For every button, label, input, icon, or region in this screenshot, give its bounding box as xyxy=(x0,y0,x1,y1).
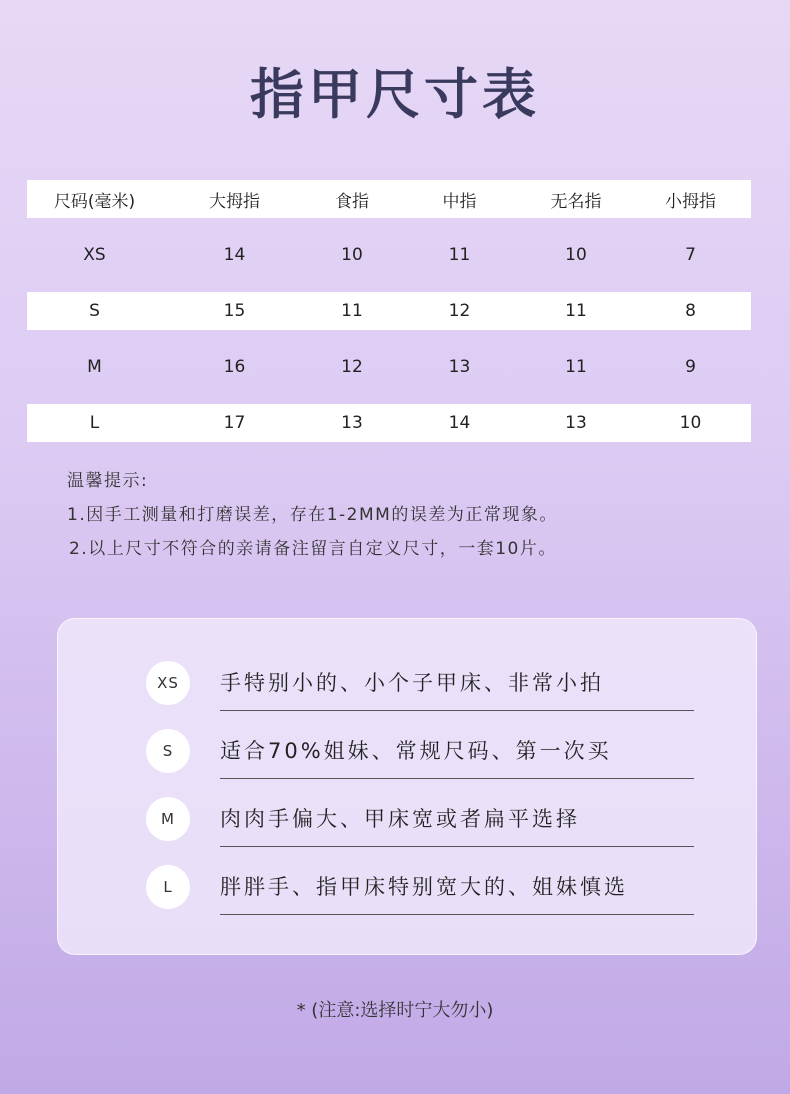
table-row xyxy=(27,218,751,292)
table-header-row xyxy=(27,180,751,218)
table-cell: 11 xyxy=(565,357,587,377)
tip-item: 2.以上尺寸不符合的亲请备注留言自定义尺寸，一套10片。 xyxy=(69,539,557,559)
table-cell: S xyxy=(89,301,100,321)
table-row xyxy=(27,330,751,404)
table-cell: 13 xyxy=(448,357,471,377)
table-cell: M xyxy=(87,357,102,377)
table-cell: XS xyxy=(83,245,106,265)
guide-description: 肉肉手偏大、甲床宽或者扁平选择 xyxy=(220,807,580,831)
table-cell: 9 xyxy=(685,357,696,377)
divider xyxy=(220,778,694,779)
table-cell: 12 xyxy=(341,357,363,377)
table-cell: L xyxy=(89,413,100,433)
header-cell: 大拇指 xyxy=(209,191,260,212)
table-row xyxy=(27,292,751,330)
table-cell: 10 xyxy=(341,245,363,265)
header-cell: 食指 xyxy=(335,191,369,212)
footnote: * (注意:选择时宁大勿小) xyxy=(296,1000,494,1021)
tips-heading: 温馨提示: xyxy=(67,471,149,491)
table-cell: 8 xyxy=(685,301,696,321)
table-cell: 15 xyxy=(223,301,246,321)
divider xyxy=(220,846,694,847)
table-cell: 16 xyxy=(223,357,246,377)
divider xyxy=(220,914,694,915)
header-cell: 中指 xyxy=(442,191,477,212)
header-cell: 小拇指 xyxy=(665,191,716,212)
table-cell: 13 xyxy=(565,413,587,433)
table-row xyxy=(27,404,751,442)
size-table xyxy=(27,180,751,442)
page-title: 指甲尺寸表 xyxy=(250,63,540,126)
table-cell: 10 xyxy=(679,413,702,433)
table-cell: 10 xyxy=(565,245,587,265)
guide-description: 胖胖手、指甲床特别宽大的、姐妹慎选 xyxy=(220,875,628,899)
table-cell: 14 xyxy=(223,245,246,265)
table-cell: 7 xyxy=(685,245,696,265)
table-cell: 13 xyxy=(341,413,363,433)
table-cell: 11 xyxy=(448,245,471,265)
table-cell: 14 xyxy=(448,413,471,433)
size-guide-panel xyxy=(57,618,757,955)
table-cell: 11 xyxy=(565,301,587,321)
guide-description: 手特别小的、小个子甲床、非常小拍 xyxy=(220,671,604,695)
size-badge: L xyxy=(146,865,190,909)
header-cell: 无名指 xyxy=(550,191,602,212)
tips-section xyxy=(67,464,558,566)
size-badge: S xyxy=(146,729,190,773)
table-cell: 11 xyxy=(341,301,363,321)
tip-item: 1.因手工测量和打磨误差，存在1-2MM的误差为正常现象。 xyxy=(67,505,558,525)
divider xyxy=(220,710,694,711)
header-cell: 尺码(毫米) xyxy=(53,191,136,212)
table-cell: 17 xyxy=(223,413,246,433)
size-badge: M xyxy=(146,797,190,841)
table-cell: 12 xyxy=(448,301,471,321)
size-badge: XS xyxy=(146,661,190,705)
guide-description: 适合70%姐妹、常规尺码、第一次买 xyxy=(220,739,612,763)
